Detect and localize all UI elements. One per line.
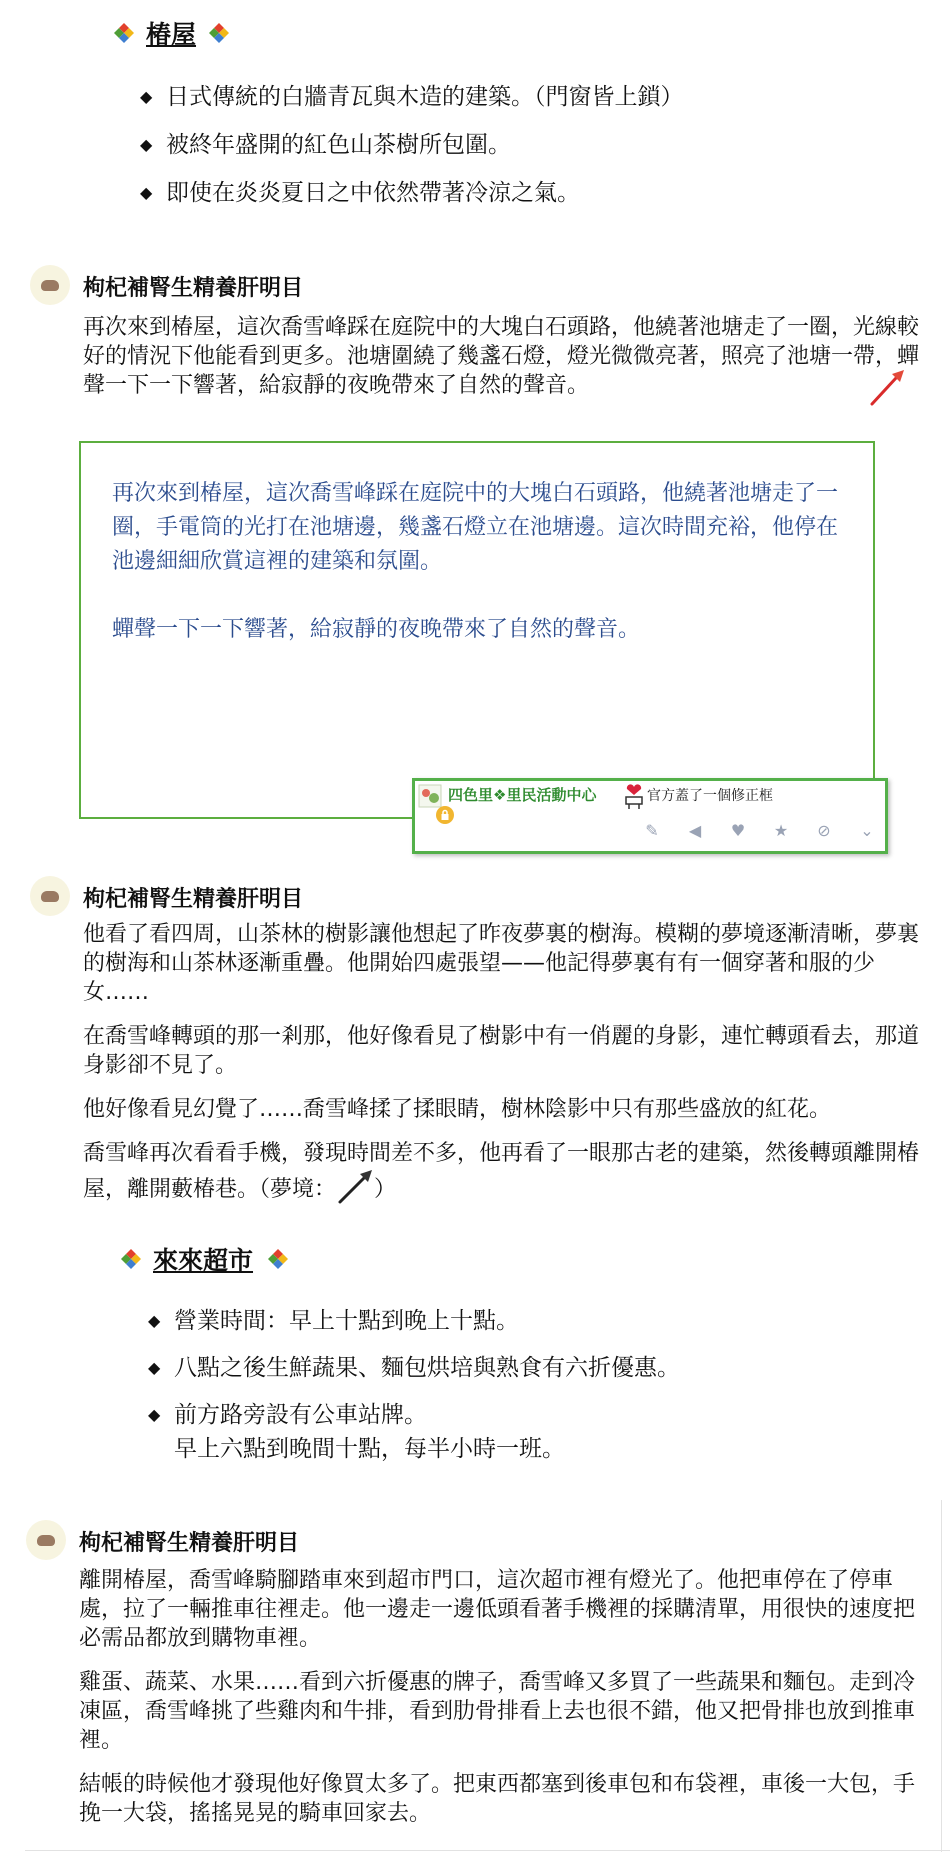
list-item: ◆ 八點之後生鮮蔬果、麵包烘培與熟食有六折優惠。 bbox=[148, 1351, 680, 1385]
avatar[interactable] bbox=[26, 1520, 66, 1560]
lock-icon[interactable] bbox=[435, 805, 455, 825]
diamond-bullet-icon: ◆ bbox=[140, 87, 153, 106]
black-pen-icon bbox=[336, 1168, 374, 1206]
four-color-diamond-icon bbox=[208, 22, 230, 44]
correction-text: 再次來到椿屋，這次喬雪峰踩在庭院中的大塊白石頭路，他繞著池塘走了一圈，手電筒的光打在池塘邊，幾盞石燈立在池塘邊。這次時間充裕，他停在池邊細細欣賞這裡的建築和氛圍。 蟬聲一下一下響著，給寂靜的夜晚帶來了自然的聲音。 bbox=[112, 481, 839, 642]
list-item: ◆ 日式傳統的白牆青瓦與木造的建築。（門窗皆上鎖） bbox=[140, 80, 684, 114]
list-item: ◆ 即使在炎炎夏日之中依然帶著冷涼之氣。 bbox=[140, 176, 580, 210]
diamond-bullet-icon: ◆ bbox=[140, 135, 153, 154]
four-color-diamond-icon bbox=[113, 22, 135, 44]
post-body: 再次來到椿屋，這次喬雪峰踩在庭院中的大塊白石頭路，他繞著池塘走了一圈，光線較好的情況下他能看到更多。池塘圍繞了幾盞石燈，燈光微微亮著，照亮了池塘一帶，蟬聲一下一下響著，給寂靜的夜晚帶來了自然的聲音。 bbox=[83, 315, 920, 398]
post-container-border bbox=[941, 1500, 942, 1852]
correction-box bbox=[79, 441, 875, 819]
correction-card bbox=[412, 778, 888, 854]
edit-icon[interactable]: ✎ bbox=[645, 821, 659, 840]
heart-stamp-icon bbox=[622, 784, 646, 810]
speaker-icon[interactable]: ◀ bbox=[688, 821, 702, 840]
list-item: ◆ 前方路旁設有公車站牌。 早上六點到晚間十點，每半小時一班。 bbox=[148, 1398, 565, 1466]
diamond-bullet-icon: ◆ bbox=[148, 1358, 161, 1377]
four-color-diamond-icon bbox=[120, 1248, 142, 1270]
section-title-tsubaki-house: 椿屋 bbox=[146, 20, 197, 49]
card-poster-name[interactable]: 四色里❖里民活動中心 bbox=[448, 786, 597, 804]
chevron-down-icon[interactable]: ⌄ bbox=[860, 821, 874, 840]
list-item: ◆ 被終年盛開的紅色山茶樹所包圍。 bbox=[140, 128, 511, 162]
avatar[interactable] bbox=[30, 876, 70, 916]
avatar[interactable] bbox=[30, 265, 70, 305]
list-item: ◆ 營業時間：早上十點到晚上十點。 bbox=[148, 1304, 519, 1338]
four-color-diamond-icon bbox=[267, 1248, 289, 1270]
heart-icon[interactable]: ♥ bbox=[730, 821, 746, 840]
section-title-supermarket: 來來超市 bbox=[153, 1246, 254, 1275]
diamond-bullet-icon: ◆ bbox=[148, 1405, 161, 1424]
card-action-text: 官方蓋了一個修正框 bbox=[647, 788, 773, 804]
diamond-bullet-icon: ◆ bbox=[140, 183, 153, 202]
block-icon[interactable]: ⊘ bbox=[817, 821, 831, 840]
post-body: 離開椿屋，喬雪峰騎腳踏車來到超市門口，這次超市裡有燈光了。他把車停在了停車處，拉了一輛推車往裡走。他一邊走一邊低頭看著手機裡的採購清單，用很快的速度把必需品都放到購物車裡。 雞蛋、蔬菜、水果……看到六折優惠的牌子，喬雪峰又多買了一些蔬果和麵包。走到冷凍區，喬雪峰挑了些雞肉和牛排，看到肋骨排看上去也很不錯，他又把骨排也放到推車裡。 結帳的時候他才發現他好像買太多了。把東西都塞到後車包和布袋裡，車後一大包，手挽一大袋，搖搖晃晃的騎車回家去。 bbox=[79, 1568, 916, 1826]
post-container-border bbox=[25, 1850, 950, 1851]
diamond-bullet-icon: ◆ bbox=[148, 1311, 161, 1330]
red-pen-icon bbox=[868, 368, 908, 408]
poster-name[interactable]: 枸杞補腎生精養肝明目 bbox=[83, 276, 304, 301]
post-body: 他看了看四周，山茶林的樹影讓他想起了昨夜夢裏的樹海。模糊的夢境逐漸清晰，夢裏的樹海和山茶林逐漸重疊。他開始四處張望——他記得夢裏有有一個穿著和服的少女…… 在喬雪峰轉頭的那一剎那，他好像看見了樹影中有一俏麗的身影，連忙轉頭看去，那道身影卻不見了。 他好像看見幻覺了……喬雪峰揉了揉眼睛，樹林陰影中只有那些盛放的紅花。 喬雪峰再次看看手機，發現時間差不多，他再看了一眼那古老的建築，然後轉頭離開椿屋，離開藪椿巷。（夢境： ） bbox=[83, 920, 933, 1221]
star-icon[interactable]: ★ bbox=[773, 821, 789, 840]
poster-name[interactable]: 枸杞補腎生精養肝明目 bbox=[83, 887, 304, 912]
poster-name[interactable]: 枸杞補腎生精養肝明目 bbox=[79, 1531, 300, 1556]
